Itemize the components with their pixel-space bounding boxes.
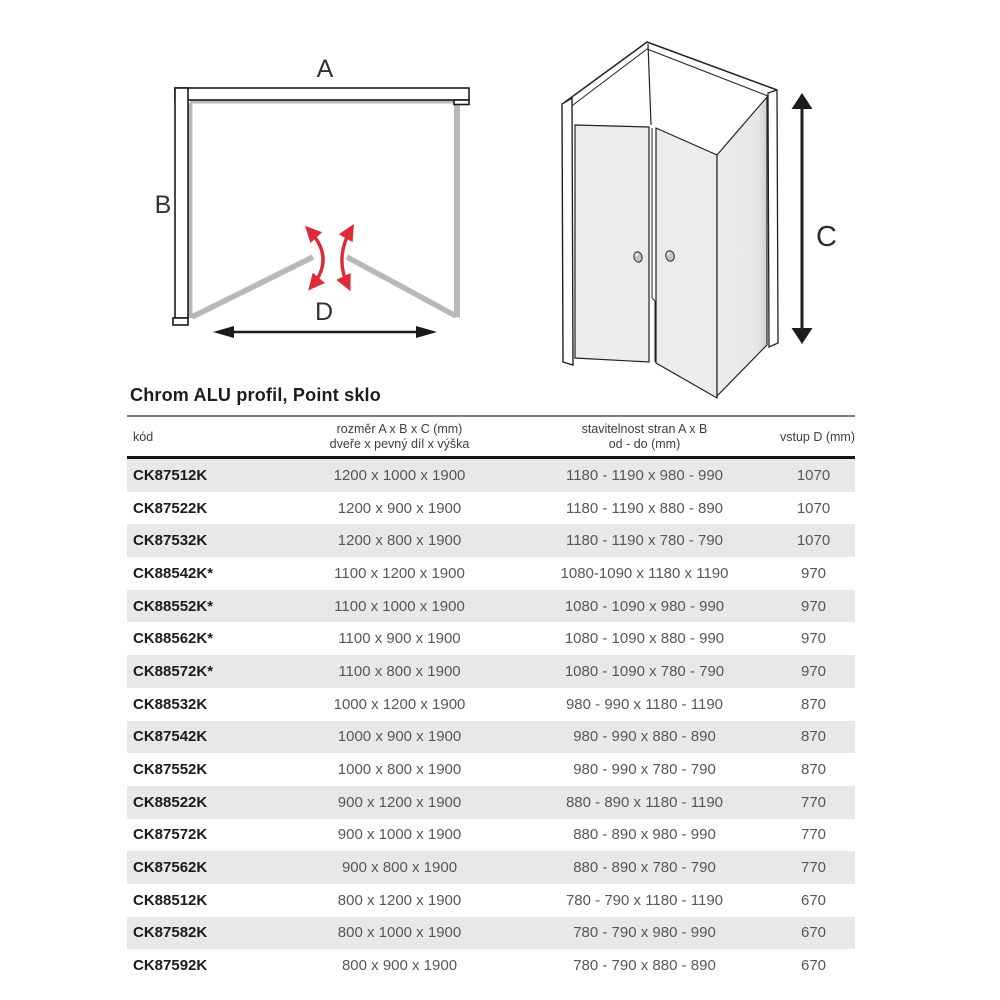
table-row xyxy=(127,786,855,819)
cell-size: 1100 x 800 x 1900 xyxy=(338,662,461,680)
cell-entry: 670 xyxy=(800,924,827,942)
cell-range: 1180 - 1190 x 980 - 990 xyxy=(565,466,724,484)
cell-range: 980 - 990 x 780 - 790 xyxy=(573,761,716,779)
cell-code: CK87592K xyxy=(133,957,208,975)
cell-size: 1000 x 800 x 1900 xyxy=(337,761,462,779)
table-row xyxy=(127,459,855,492)
cell-entry: 870 xyxy=(800,761,827,779)
cell-entry: 970 xyxy=(800,630,827,648)
cell-code: CK88522K xyxy=(133,793,208,811)
cell-code: CK88572K* xyxy=(133,662,214,680)
table-row xyxy=(127,688,855,721)
label-d: D xyxy=(314,298,334,326)
dimension-arrow-d xyxy=(213,326,437,338)
header-adjustability-line2: od - do (mm) xyxy=(608,437,681,451)
wall-profile-left-foot xyxy=(173,318,188,325)
cell-size: 1000 x 1200 x 1900 xyxy=(333,695,466,713)
cell-code: CK88562K* xyxy=(133,630,214,648)
table-row xyxy=(127,622,855,655)
cell-entry: 970 xyxy=(800,564,827,582)
perspective-diagram xyxy=(540,20,870,410)
cell-entry: 1070 xyxy=(796,466,831,484)
cell-entry: 870 xyxy=(800,728,827,746)
door-gap xyxy=(652,128,655,362)
table-row xyxy=(127,753,855,786)
table-row xyxy=(127,590,855,623)
cell-size: 900 x 1000 x 1900 xyxy=(337,826,462,844)
cell-code: CK88532K xyxy=(133,695,208,713)
label-b: B xyxy=(154,191,172,219)
cell-range: 880 - 890 x 980 - 990 xyxy=(573,826,716,844)
table-row xyxy=(127,949,855,982)
cell-size: 1000 x 900 x 1900 xyxy=(337,728,462,746)
wall-profile-left xyxy=(562,98,573,365)
wall-profile-top xyxy=(175,88,469,100)
cell-size: 1100 x 900 x 1900 xyxy=(338,630,461,648)
cell-range: 1180 - 1190 x 880 - 890 xyxy=(565,499,724,517)
cell-code: CK87572K xyxy=(133,826,208,844)
cell-code: CK88542K* xyxy=(133,564,214,582)
cell-code: CK87512K xyxy=(133,466,208,484)
header-adjustability-line1: stavitelnost stran A x B xyxy=(581,422,708,436)
door-left-open xyxy=(192,257,313,317)
cell-range: 880 - 890 x 780 - 790 xyxy=(573,859,716,877)
cell-range: 980 - 990 x 1180 - 1190 xyxy=(565,695,724,713)
cell-entry: 1070 xyxy=(796,532,831,550)
cell-code: CK87582K xyxy=(133,924,208,942)
cell-code: CK88552K* xyxy=(133,597,214,615)
swing-arrows xyxy=(309,229,351,286)
glass-door-right xyxy=(656,128,717,398)
cell-range: 780 - 790 x 980 - 990 xyxy=(573,924,716,942)
cell-size: 800 x 1000 x 1900 xyxy=(337,924,462,942)
table-row xyxy=(127,819,855,852)
label-a: A xyxy=(316,55,334,83)
cell-entry: 970 xyxy=(800,662,827,680)
cell-size: 800 x 1200 x 1900 xyxy=(337,891,462,909)
top-frame xyxy=(565,42,777,125)
table-body xyxy=(127,459,855,982)
label-c: C xyxy=(816,221,837,253)
cell-entry: 670 xyxy=(800,891,827,909)
table-top-rule xyxy=(127,415,855,417)
cell-range: 980 - 990 x 880 - 890 xyxy=(573,728,716,746)
cell-range: 780 - 790 x 1180 - 1190 xyxy=(565,891,724,909)
knob-right-highlight xyxy=(667,252,670,255)
top-view-diagram xyxy=(130,40,510,370)
cell-entry: 870 xyxy=(800,695,827,713)
door-knobs xyxy=(633,250,675,263)
table-row xyxy=(127,655,855,688)
cell-size: 1100 x 1000 x 1900 xyxy=(334,597,465,615)
table-row xyxy=(127,721,855,754)
cell-range: 1080 - 1090 x 880 - 990 xyxy=(564,630,725,648)
door-right-open xyxy=(347,257,456,316)
cell-size: 1200 x 1000 x 1900 xyxy=(333,466,466,484)
glass-side-panel xyxy=(717,97,767,396)
cell-range: 1080-1090 x 1180 x 1190 xyxy=(560,564,729,582)
header-size-line2: dveře x pevný díl x výška xyxy=(329,437,470,451)
table-row xyxy=(127,917,855,950)
cell-entry: 1070 xyxy=(796,499,831,517)
glass-door-left xyxy=(575,125,649,362)
wall-profile-top-endcap xyxy=(454,100,469,105)
table-header xyxy=(127,418,855,456)
table-row xyxy=(127,524,855,557)
cell-size: 1200 x 800 x 1900 xyxy=(337,532,462,550)
cell-entry: 770 xyxy=(800,826,827,844)
header-code: kód xyxy=(133,429,154,444)
cell-entry: 970 xyxy=(800,597,827,615)
cell-range: 1080 - 1090 x 780 - 790 xyxy=(564,662,725,680)
header-entry: vstup D (mm) xyxy=(780,429,855,444)
table-row xyxy=(127,557,855,590)
table-row xyxy=(127,851,855,884)
cell-range: 1180 - 1190 x 780 - 790 xyxy=(565,532,724,550)
cell-size: 1100 x 1200 x 1900 xyxy=(334,564,465,582)
cell-range: 780 - 790 x 880 - 890 xyxy=(573,957,716,975)
dimension-arrow-c xyxy=(792,93,813,344)
cell-size: 800 x 900 x 1900 xyxy=(341,957,458,975)
cell-code: CK87542K xyxy=(133,728,208,746)
cell-entry: 770 xyxy=(800,859,827,877)
knob-left-highlight xyxy=(635,253,638,256)
header-size-line1: rozměr A x B x C (mm) xyxy=(336,422,463,436)
cell-size: 1200 x 900 x 1900 xyxy=(337,499,462,517)
page-title: Chrom ALU profil, Point sklo xyxy=(130,385,381,405)
cell-range: 880 - 890 x 1180 - 1190 xyxy=(565,793,724,811)
table-row xyxy=(127,492,855,525)
cell-size: 900 x 800 x 1900 xyxy=(341,859,458,877)
cell-size: 900 x 1200 x 1900 xyxy=(337,793,462,811)
fixed-glass-left xyxy=(189,103,193,318)
cell-code: CK87562K xyxy=(133,859,208,877)
cell-code: CK87522K xyxy=(133,499,208,517)
fixed-glass-right xyxy=(454,104,460,318)
cell-entry: 670 xyxy=(800,957,827,975)
header-adjustability xyxy=(517,422,772,452)
table-row xyxy=(127,884,855,917)
wall-profile-right xyxy=(768,90,778,347)
header-size xyxy=(282,422,517,452)
wall-profile-left xyxy=(175,88,188,318)
cell-range: 1080 - 1090 x 980 - 990 xyxy=(564,597,725,615)
cell-code: CK87552K xyxy=(133,761,208,779)
cell-code: CK87532K xyxy=(133,532,208,550)
cell-entry: 770 xyxy=(800,793,827,811)
cell-code: CK88512K xyxy=(133,891,208,909)
